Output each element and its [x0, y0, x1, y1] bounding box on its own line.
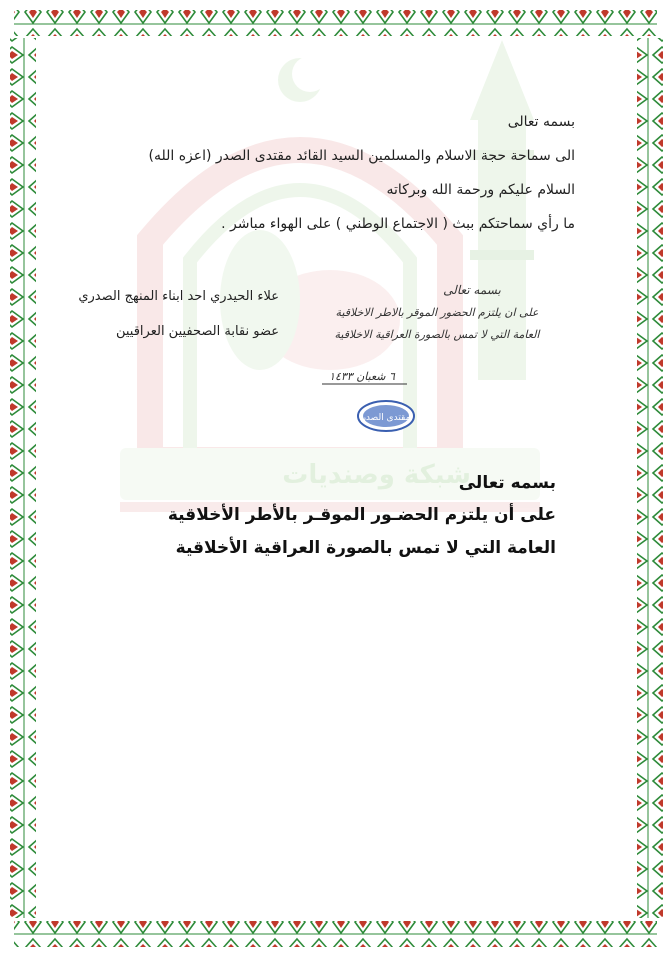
handwritten-line2: على ان يلتزم الحضور الموقر بالاطر الاخلاقية: [335, 306, 539, 319]
letter-greeting: بسمه تعالى: [507, 114, 575, 130]
letter-addressee: الى سماحة حجة الاسلام والمسلمين السيد القائد مقتدى الصدر (اعزه الله): [148, 148, 575, 164]
sender-name: علاء الحيدري احد ابناء المنهج الصدري: [78, 289, 279, 304]
watermark-text: شبكة وصنديات: [282, 460, 471, 490]
handwritten-reply: [312, 280, 572, 390]
typed-reply-line1: بسمه تعالى: [458, 473, 556, 493]
letter-request: ما رأي سماحتكم ببث ( الاجتماع الوطني ) على الهواء مباشر .: [221, 216, 575, 232]
typed-reply-line3: العامة التي لا تمس بالصورة العراقية الأخلاقية: [175, 538, 556, 558]
letter-salutation: السلام عليكم ورحمة الله وبركاته: [386, 182, 575, 198]
seal-text: مقتدى الصدر: [361, 413, 411, 423]
handwritten-line3: العامة التي لا تمس بالصورة العراقية الاخلاقية: [334, 328, 540, 341]
sender-title: عضو نقابة الصحفيين العراقيين: [115, 324, 279, 339]
typed-reply-line2: على أن يلتزم الحضـور الموقـر بالأطر الأخلاقية: [167, 505, 556, 525]
handwritten-line1: بسمه تعالى: [443, 283, 501, 297]
seal-stamp: [356, 399, 416, 433]
handwritten-date: ٦ شعبان ١٤٣٣: [329, 370, 395, 383]
